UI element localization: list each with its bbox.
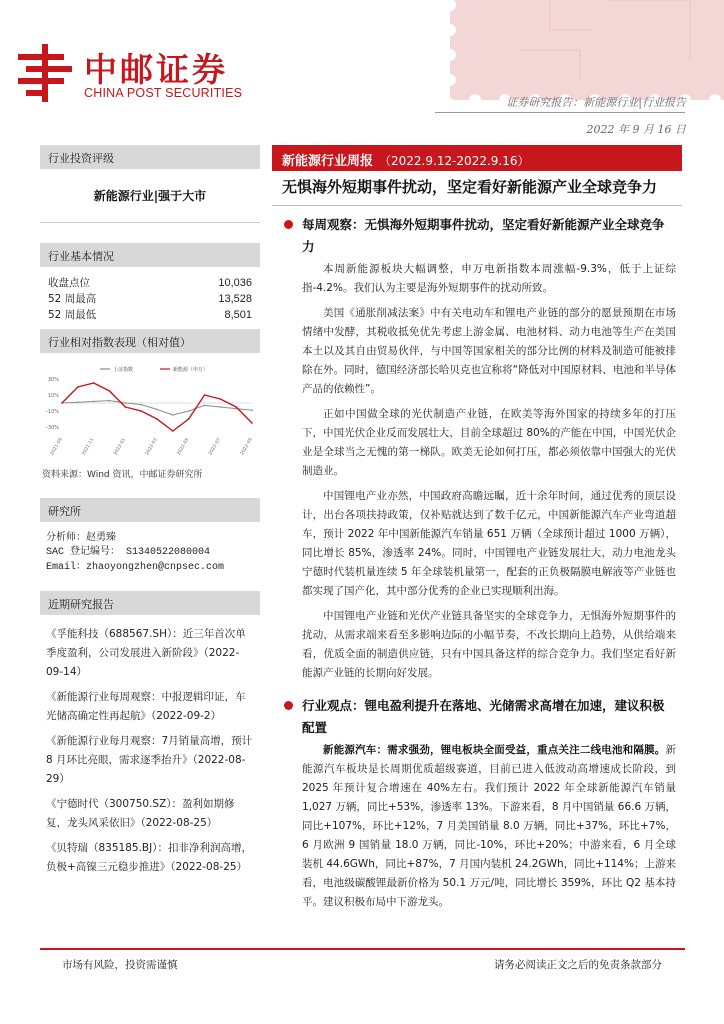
main-content — [272, 145, 682, 916]
bullet-dot-icon — [284, 701, 293, 710]
basics-row — [40, 307, 260, 323]
footer-risk-note: 市场有风险，投资需谨慎 — [62, 959, 178, 971]
ev-paragraph — [272, 739, 682, 912]
left-sidebar — [40, 145, 260, 883]
footer-disclaimer-note: 请务必阅读正文之后的免责条款部分 — [494, 959, 662, 971]
basics-value: 13,528 — [218, 293, 252, 305]
chart-point — [172, 414, 174, 416]
chart-x-tick-label: 2022-07 — [208, 437, 223, 457]
chart-point — [156, 409, 158, 411]
analyst-header: 研究所 — [40, 498, 260, 522]
view-heading-text: 行业观点：锂电盈利提升在落地、光储需求高增在加速，建议积极配置 — [302, 698, 665, 735]
chart-point — [172, 430, 174, 432]
chart-point — [77, 386, 79, 388]
ev-lead: 新能源汽车：需求强劲，锂电板块全面受益，重点关注二线电池和隔膜。 — [323, 744, 666, 756]
basics-label: 52 周最低 — [48, 309, 97, 321]
body-paragraph: 中国锂电产业链和光伏产业链具备坚实的全球竞争力，无惧海外短期事件的扰动，从需求端来看至多影响边际的小幅节奏，不改长期向上趋势，从供给端来看，优质全面的制造供应链，只有中国具备这样的综合竞争力。我们坚定看好新能源产业链的长期向好发展。 — [302, 610, 676, 679]
chart-y-tick-label: 30% — [47, 377, 59, 383]
chart-legend-label: 上证指数 — [113, 367, 134, 373]
basics-value: 10,036 — [218, 277, 252, 289]
chart-point — [125, 402, 127, 404]
body-paragraph: 中国锂电产业亦然，中国政府高瞻远瞩，近十余年时间，通过优秀的顶层设计，出台各项扶持政策，仅补贴就达到了数千亿元，中国新能源汽车产业弯道超车，预计 2022 年中国新能源汽车销量 651 万辆（全球预计超过 1000 万辆），同比增长 85%，渗透率 24%。同时，中国锂电产业链发展壮大，动力电池龙头宁德时代装机量连续 5 年全球装机量第一，配套的正负极隔膜电解液等产业链也都实现了国产化，其中部分优秀的企业已实现顺利出海。 — [302, 490, 676, 597]
report-date: 2022 年 9 月 16 日 — [586, 123, 686, 136]
chart-point — [156, 418, 158, 420]
analyst-info — [40, 522, 260, 575]
header-divider — [435, 112, 685, 113]
chart-x-tick-label: 2022-09 — [239, 437, 254, 457]
chart-point — [204, 405, 206, 407]
chart-point — [109, 390, 111, 392]
chart-point — [93, 382, 95, 384]
body-paragraph: 正如中国做全球的光伏制造产业链，在欧美等海外国家的持续多年的打压下，中国光伏企业反而发展壮大，目前全球超过 80%的产能在中国，中国光伏企业是全球当之无愧的第一梯队。欧美无论如何打压，都必须依靠中国强大的光伏制造业。 — [302, 408, 676, 477]
basics-row — [40, 275, 260, 291]
basics-row — [40, 291, 260, 307]
body-paragraph: 美国《通胀削减法案》中有关电动车和锂电产业链的部分的愿景预期在市场情绪中发酵，其税收抵免优先考虑上游金属、电池材料、动力电池等生产在美国本土以及其自由贸易伙伴，与中国等国家相关的部分比例的材料及制造可能被排除在外。同时，德国经济部长哈贝克也宣称将“降低对中国原材料、电池和半导体产品的依赖性”。 — [302, 307, 676, 395]
chart-x-tick-label: 2021-09 — [49, 437, 64, 457]
chart-y-tick-label: -30% — [46, 425, 59, 431]
relative-index-chart — [40, 363, 260, 463]
recent-reports-list — [40, 615, 260, 877]
reports-header: 近期研究报告 — [40, 591, 260, 615]
recent-report-item[interactable]: 《宁德时代（300750.SZ）：盈利如期修复，龙头风采依旧》（2022-08-25） — [46, 798, 235, 829]
relative-index-chart-svg — [40, 363, 260, 463]
chart-point — [61, 402, 63, 404]
chart-x-tick-label: 2022-01 — [113, 437, 128, 457]
section-title: 新能源行业周报 — [282, 154, 374, 169]
brand-name-en: CHINA POST SECURITIES — [84, 86, 243, 100]
chart-point — [188, 410, 190, 412]
chart-point — [77, 401, 79, 403]
chart-point — [251, 409, 253, 411]
chart-point — [109, 400, 111, 402]
view-heading — [272, 687, 682, 739]
chart-point — [140, 404, 142, 406]
recent-report-item[interactable]: 《贝特瑞（835185.BJ）：扣非净利润高增，负极+高镍三元稳步推进》（2022-08-25） — [46, 842, 252, 873]
chart-y-tick-label: -10% — [46, 409, 59, 415]
chart-y-tick-label: 10% — [47, 393, 59, 399]
analyst-email[interactable]: Email：zhaoyongzhen@cnpsec.com — [46, 562, 225, 573]
chart-legend-label: 新能源（申万） — [173, 367, 209, 373]
chart-x-tick-label: 2021-11 — [81, 437, 96, 457]
chart-header: 行业相对指数表现（相对值） — [40, 329, 260, 353]
rating-header: 行业投资评级 — [40, 145, 260, 169]
report-type: 证券研究报告：新能源行业|行业报告 — [506, 96, 686, 109]
chart-x-tick-label: 2022-03 — [144, 437, 159, 457]
chart-point — [220, 398, 222, 400]
recent-report-item[interactable]: 《孚能科技（688567.SH）：近三年首次单季度盈利，公司发展进入新阶段》（2022-09-14） — [46, 628, 246, 678]
page-header — [0, 0, 724, 150]
rating-value: 新能源行业|强于大市 — [40, 169, 260, 223]
section-title-bar — [272, 145, 682, 171]
china-post-logo-icon — [18, 44, 78, 102]
bullet-dot-icon — [284, 220, 293, 229]
basics-label: 52 周最高 — [48, 293, 97, 305]
report-title: 无惧海外短期事件扰动，坚定看好新能源产业全球竞争力 — [272, 171, 682, 206]
weekly-heading — [272, 206, 682, 258]
chart-point — [204, 394, 206, 396]
chart-point — [125, 406, 127, 408]
chart-point — [235, 406, 237, 408]
analyst-sac: SAC 登记编号： S1340522080004 — [46, 547, 211, 558]
chart-point — [188, 418, 190, 420]
chart-x-tick-label: 2022-05 — [176, 437, 191, 457]
chart-point — [251, 422, 253, 424]
brand-name: 中邮证券 — [84, 50, 228, 89]
chart-source: 资料来源：Wind 资讯，中邮证券研究所 — [42, 470, 203, 480]
basics-value: 8,501 — [224, 309, 252, 321]
basics-label: 收盘点位 — [48, 277, 90, 289]
weekly-heading-text: 每周观察：无惧海外短期事件扰动，坚定看好新能源产业全球竞争力 — [302, 217, 665, 254]
footer-divider — [40, 948, 685, 950]
analyst-name: 分析师：赵勇臻 — [46, 532, 116, 543]
body-paragraph: 本周新能源板块大幅调整，申万电新指数本周涨幅-9.3%，低于上证综指-4.2%。我们认为主要是海外短期事件的扰动所致。 — [302, 263, 676, 294]
chart-point — [93, 401, 95, 403]
recent-report-item[interactable]: 《新能源行业每周观察：中报逻辑印证，车光储高确定性再起航》（2022-09-2） — [46, 691, 246, 722]
basics-header: 行业基本情况 — [40, 243, 260, 267]
chart-point — [140, 410, 142, 412]
section-range: （2022.9.12-2022.9.16） — [379, 154, 530, 168]
chart-point — [220, 406, 222, 408]
recent-report-item[interactable]: 《新能源行业每月观察：7月销量高增，预计 8 月环比亮眼，需求逐季抬升》（2022-08-29） — [46, 735, 253, 785]
ev-text: 新能源汽车板块是长周期优质超级赛道，目前已进入低波动高增速成长阶段，到 2025 年预计复合增速在 40%左右。我们预计 2022 年全球新能源汽车销量 1,027 万辆，同比+53%，渗透率 13%。下游来看，8 月中国销量 66.6 万辆，同比+107%，环比+12%，7 月美国销量 8.0 万辆，同比+37%，环比+7%，6 月欧洲 9 国销量 18.0 万辆，同比-10%，环比+20%；中游来看，6 月全球装机 44.6GWh，同比+87%，7 月国内装机 24.2GWh，同比+114%；上游来看，电池级碳酸锂最新价格为 50.1 万元/吨，同比增长 359%，环比 Q2 基本持平。建议积极布局中下游龙头。 — [302, 744, 676, 908]
